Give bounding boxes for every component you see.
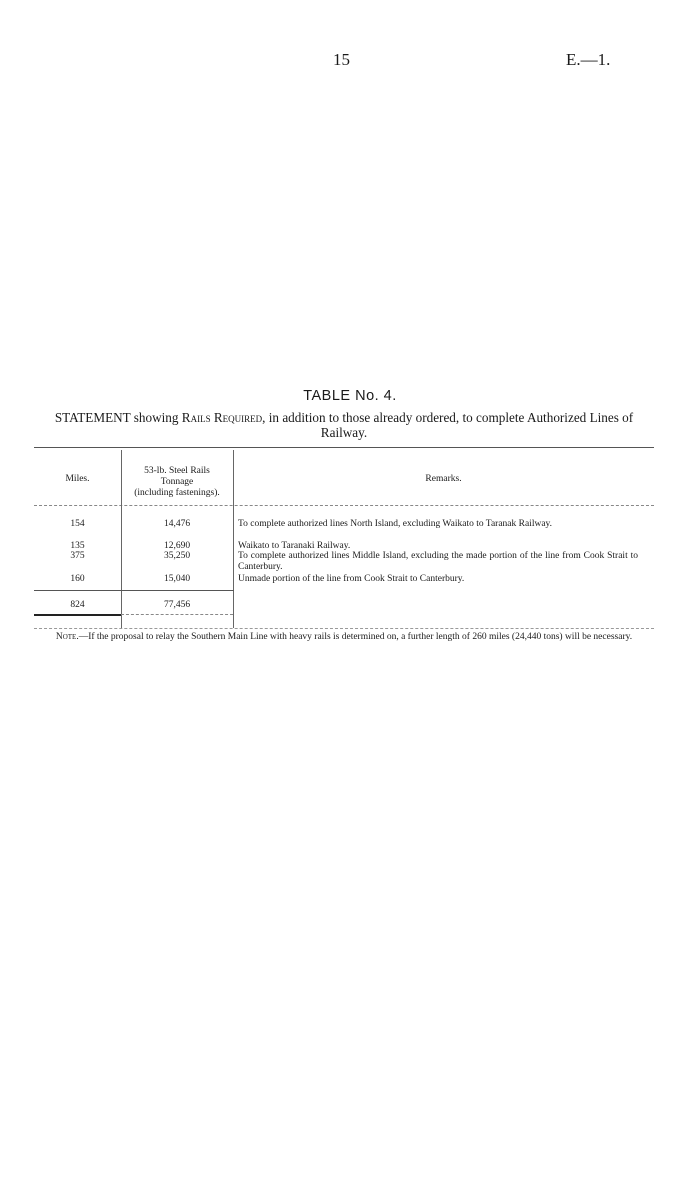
row-3-miles: 375 bbox=[70, 551, 85, 561]
row-1-miles: 154 bbox=[70, 519, 85, 529]
totals-underline-miles bbox=[34, 614, 121, 616]
header-tonnage-2: Tonnage bbox=[160, 477, 194, 487]
row-3-remarks: To complete authorized lines Middle Island, excluding the made portion of the line from Cook Strait to Canterbury. bbox=[238, 551, 638, 572]
totals-top-rule bbox=[34, 590, 234, 591]
row-4-miles: 160 bbox=[70, 574, 85, 584]
note bbox=[34, 632, 654, 643]
header-miles: Miles. bbox=[65, 474, 90, 484]
row-3-tonnage: 35,250 bbox=[163, 551, 191, 561]
header-remarks: Remarks. bbox=[425, 474, 462, 484]
table-top-rule bbox=[34, 447, 654, 448]
statement-rails-required: Rails Required bbox=[181, 410, 263, 425]
row-1-tonnage: 14,476 bbox=[163, 519, 191, 529]
statement-text-2: , in addition to those already ordered, to complete Authorized Lines of Railway. bbox=[262, 410, 634, 440]
table-title: TABLE No. 4. bbox=[303, 388, 397, 404]
page-number: 15 bbox=[333, 50, 350, 69]
row-2-tonnage: 12,690 bbox=[163, 541, 191, 551]
header-tonnage-3: (including fastenings). bbox=[134, 488, 220, 498]
table-caption bbox=[34, 410, 654, 440]
total-miles: 824 bbox=[70, 600, 85, 610]
header-tonnage-1: 53-lb. Steel Rails bbox=[144, 466, 210, 476]
row-4-remarks: Unmade portion of the line from Cook Strait to Canterbury. bbox=[238, 574, 465, 584]
header-bottom-rule bbox=[34, 505, 654, 506]
totals-underline-tonnage bbox=[121, 614, 233, 615]
table-bottom-rule bbox=[34, 628, 654, 629]
row-2-remarks: Waikato to Taranaki Railway. bbox=[238, 541, 351, 551]
note-label: Note bbox=[55, 632, 77, 642]
statement-lead: STATEMENT bbox=[54, 410, 131, 425]
row-1-remarks: To complete authorized lines North Island, excluding Waikato to Taranak Railway. bbox=[238, 519, 553, 529]
total-tonnage: 77,456 bbox=[163, 600, 191, 610]
row-4-tonnage: 15,040 bbox=[163, 574, 191, 584]
statement-text-1: showing bbox=[130, 410, 182, 425]
row-2-miles: 135 bbox=[70, 541, 85, 551]
document-reference: E.—1. bbox=[566, 50, 611, 69]
note-text: .—If the proposal to relay the Southern Main Line with heavy rails is determined on, a further length of 260 miles (24,440 tons) will be necessary. bbox=[76, 632, 633, 642]
